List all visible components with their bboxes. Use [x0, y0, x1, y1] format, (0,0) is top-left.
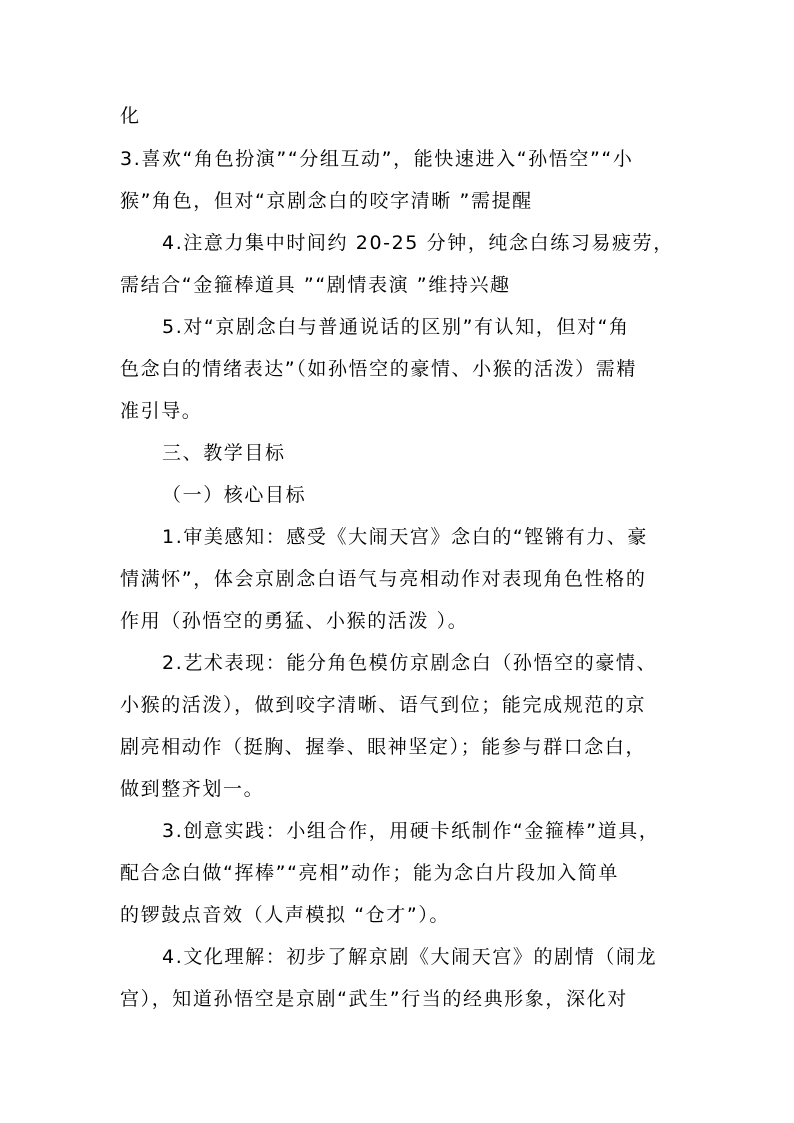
- text-line: 情满怀”，体会京剧念白语气与亮相动作对表现角色性格的: [120, 568, 647, 590]
- text-line: 剧亮相动作（挺胸、握拳、眼神坚定）；能参与群口念白，: [120, 736, 647, 758]
- text-line: 色念白的情绪表达”（如孙悟空的豪情、小猴的活泼）需精: [120, 358, 637, 380]
- text-line: 宫），知道孙悟空是京剧“武生”行当的经典形象，深化对: [120, 988, 628, 1010]
- text-line: 3.创意实践：小组合作，用硬卡纸制作“金箍棒”道具，: [162, 820, 660, 842]
- text-line: 做到整齐划一。: [120, 778, 265, 800]
- text-line: 4.文化理解：初步了解京剧《大闹天宫》的剧情（闹龙: [162, 946, 658, 968]
- text-line: 小猴的活泼），做到咬字清晰、语气到位；能完成规范的京: [120, 694, 647, 716]
- text-line: 2.艺术表现：能分角色模仿京剧念白（孙悟空的豪情、: [162, 652, 658, 674]
- text-line: 5.对“京剧念白与普通说话的区别”有认知，但对“角: [162, 316, 630, 338]
- text-line: 配合念白做“挥棒”“亮相”动作；能为念白片段加入简单: [120, 862, 619, 884]
- text-line: 的锣鼓点音效（人声模拟 “仓才”）。: [120, 904, 451, 926]
- text-line: 4.注意力集中时间约 20-25 分钟，纯念白练习易疲劳，: [162, 232, 674, 254]
- text-line: 作用（孙悟空的勇猛、小猴的活泼 ）。: [120, 610, 469, 632]
- subsection-heading: （一）核心目标: [162, 484, 307, 506]
- section-heading: 三、教学目标: [162, 442, 286, 464]
- text-line: 化: [120, 105, 141, 127]
- text-line: 猴”角色，但对“京剧念白的咬字清晰 ”需提醒: [120, 190, 533, 212]
- text-line: 需结合“金箍棒道具 ”“剧情表演 ”维持兴趣: [120, 274, 511, 296]
- text-line: 准引导。: [120, 400, 203, 422]
- text-line: 3.喜欢“角色扮演”“分组互动”，能快速进入“孙悟空”“小: [120, 148, 634, 170]
- text-line: 1.审美感知：感受《大闹天宫》念白的“铿锵有力、豪: [162, 526, 648, 548]
